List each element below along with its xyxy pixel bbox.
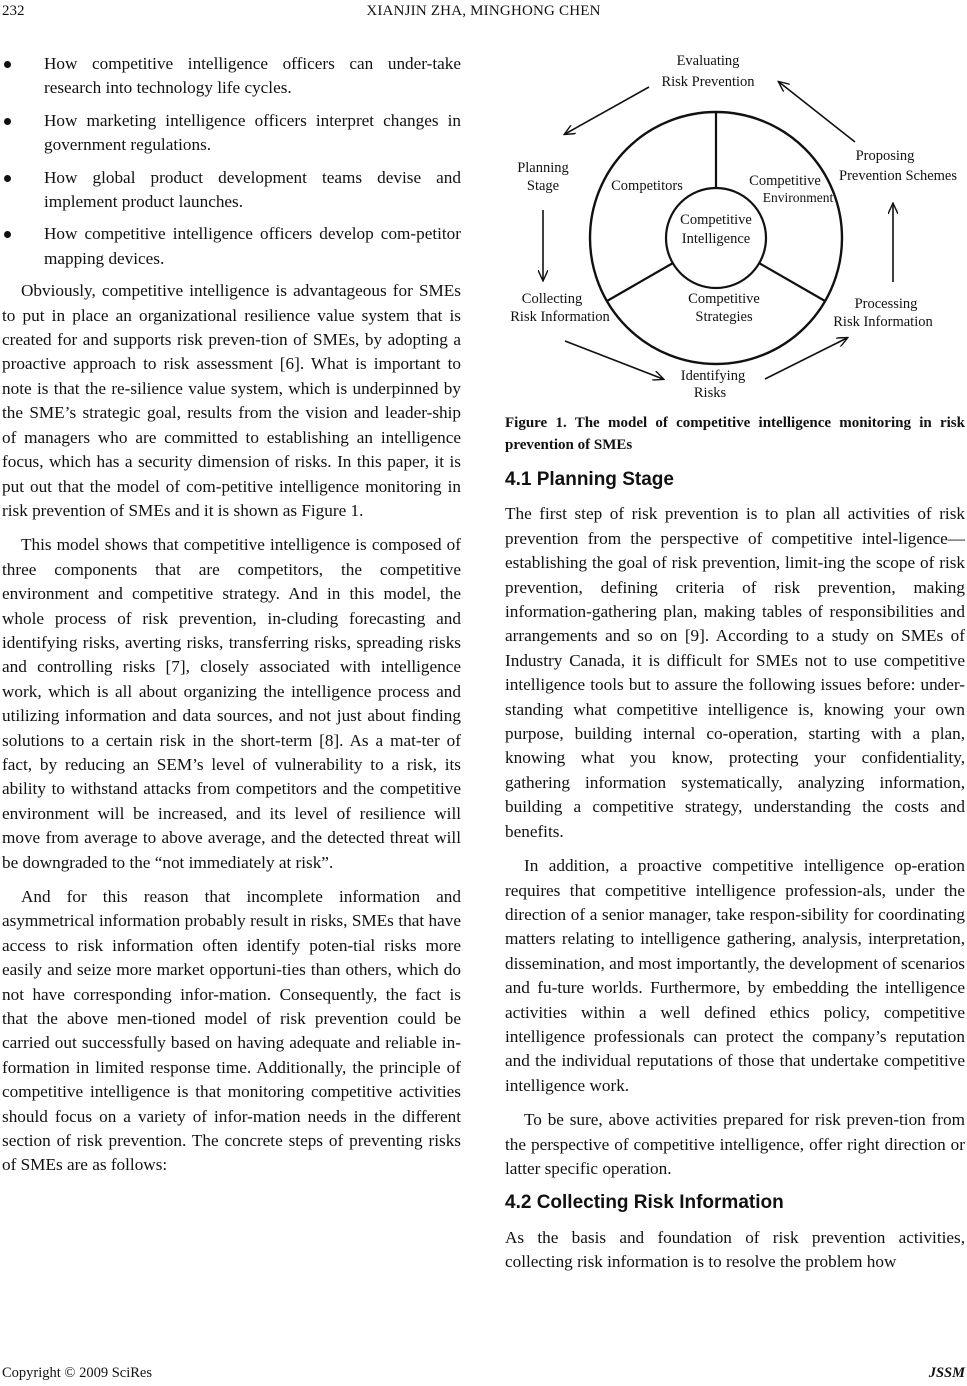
left-column (2, 52, 461, 1188)
paragraph: This model shows that competitive intelligence is composed of three components that are competitors, the competitive environment and competitive strategy. And in this model, the whole process of risk prevention, in-cluding forecasting and identifying risks, averting risks, transferring risks, spreading risks and controlling risks [7], closely associated with intelligence work, which is all about organizing the intelligence process and utilizing information and data sources, and not just about finding solutions to a certain risk in the short-term [8]. As a mat-ter of fact, by reducing an SEM’s level of vulnerability to a risk, its ability to withstand attacks from competitors and the competitive environment will be increased, and its level of resilience will move from average to above average, and the detected threat will be downgraded to the “not immediately at risk”. (2, 535, 461, 872)
arrow-proposing-to-evaluating (779, 82, 855, 142)
label-competitive-strategies-1: Competitive (688, 291, 760, 307)
label-stage: Stage (526, 178, 560, 194)
label-evaluating: Evaluating (676, 53, 740, 69)
divider-left (607, 263, 673, 301)
arrow-collecting-to-identifying (565, 341, 663, 379)
journal-name: JSSM (928, 1365, 965, 1381)
label-collecting: Collecting (521, 291, 583, 307)
copyright-text: Copyright © 2009 SciRes (2, 1365, 152, 1381)
paragraph: Obviously, competitive intelligence is advantageous for SMEs to put in place an organizational resilience value system that is created for and supports risk preven-tion of SMEs, by adopting a proactive approach to risk assessment [6]. What is important to note is that the re-silience value system, which is underpinned by the SME’s strategic goal, results from the vision and leader-ship of managers who are committed to establishing an intelligence focus, which has a security dimension of risks. In this paper, it is put out that the model of com-petitive intelligence monitoring in risk prevention of SMEs and it is shown as Figure 1. (2, 281, 461, 520)
section-heading-4-2: 4.2 Collecting Risk Information (505, 1192, 784, 1214)
label-identifying: Identifying (680, 368, 746, 384)
model-diagram (503, 52, 965, 402)
arrow-identifying-to-processing (765, 338, 847, 379)
list-item: How competitive intelligence officers can under-take research into technology life cycles. (2, 52, 461, 101)
section-heading-4-1: 4.1 Planning Stage (505, 469, 674, 490)
label-processing: Processing (854, 296, 918, 312)
paragraph: In addition, a proactive competitive intelligence op-eration requires that competitive intelligence profession-als, under the direction of a senior manager, take respon-sibility for coordinating matters relating to intelligence gathering, analysis, interpretation, dissemination, and most importantly, the development of scenarios and fu-ture worlds. Furthermore, by embedding the intelligence activities within a well defined ethics policy, competitive intelligence professionals can protect the company’s reputation and the individual reputations of those that undertake competitive intelligence work. (505, 856, 965, 1095)
bullet-icon (4, 118, 11, 125)
label-risk-information-right: Risk Information (833, 314, 933, 330)
page-number: 232 (2, 3, 25, 19)
label-risks: Risks (693, 385, 727, 401)
label-competitive-strategies-2: Strategies (695, 309, 753, 325)
bullet-list (2, 52, 461, 271)
paragraph: To be sure, above activities prepared for risk preven-tion from the perspective of competitive intelligence, offer right direction or latter specific operation. (505, 1110, 965, 1178)
label-planning: Planning (517, 160, 569, 176)
divider-right (759, 263, 825, 301)
running-title: XIANJIN ZHA, MINGHONG CHEN (366, 3, 601, 19)
bullet-icon (4, 61, 11, 68)
label-risk-information-left: Risk Information (510, 309, 610, 325)
label-prevention-schemes: Prevention Schemes (839, 168, 957, 184)
label-competitors: Competitors (611, 178, 683, 194)
label-risk-prevention: Risk Prevention (661, 74, 755, 90)
list-item: How global product development teams devise and implement product launches. (2, 166, 461, 215)
figure-1 (503, 52, 965, 402)
list-item: How competitive intelligence officers develop com-petitor mapping devices. (2, 222, 461, 271)
list-item: How marketing intelligence officers interpret changes in government regulations. (2, 109, 461, 158)
label-competitive-env-2: Environment (762, 190, 834, 205)
bullet-icon (4, 175, 11, 182)
arrow-evaluating-to-planning (565, 87, 649, 134)
right-column (505, 52, 965, 1285)
paragraph: The first step of risk prevention is to plan all activities of risk prevention from the perspective of competitive intel-ligence—establishing the goal of risk prevention, limit-ing the scope of risk prevention, defining criteria of risk prevention, making information-gathering plan, making tables of responsibilities and arrangements and so on [9]. According to a study on SMEs of Industry Canada, it is difficult for SMEs not to use competitive intelligence tools but to assure the following issues before: under-standing what competitive intelligence is, knowing your own purpose, building internal co-operation, starting with a plan, knowing what you know, protecting your confidentiality, gathering information systematically, analyzing information, building a competitive strategy, understanding the costs and benefits. (505, 504, 965, 841)
paragraph: As the basis and foundation of risk prevention activities, collecting risk information is to resolve the problem how (505, 1227, 965, 1272)
label-center-1: Competitive (680, 212, 752, 228)
label-center-2: Intelligence (681, 231, 751, 247)
label-competitive-env-1: Competitive (749, 173, 821, 189)
figure-caption: Figure 1. The model of competitive intelligence monitoring in risk prevention of SMEs (505, 415, 965, 453)
bullet-icon (4, 231, 11, 238)
paragraph: And for this reason that incomplete information and asymmetrical information probably result in risks, SMEs that have access to risk information often identify poten-tial risks more easily and seize more market opportuni-ties than others, which do not have corresponding infor-mation. Consequently, the fact is that the above men-tioned model of risk prevention could be carried out successfully based on having adequate and reliable in-formation in limited response time. Additionally, the principle of competitive intelligence is that monitoring competitive activities should focus on a variety of infor-mation needs in the different section of risk prevention. The concrete steps of preventing risks of SMEs are as follows: (2, 887, 461, 1175)
page-header (0, 0, 967, 26)
label-proposing: Proposing (855, 148, 915, 164)
